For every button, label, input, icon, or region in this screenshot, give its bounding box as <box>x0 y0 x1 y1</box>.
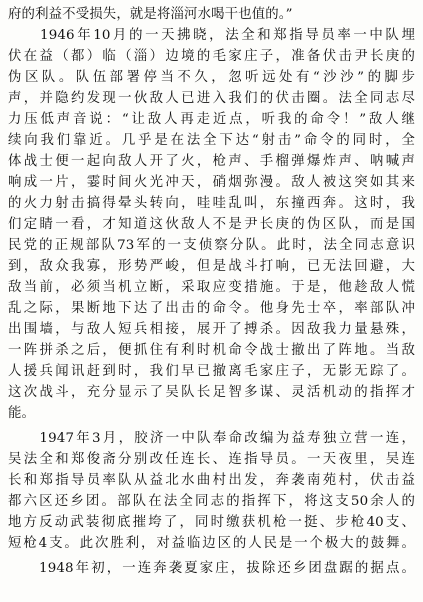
text-line: 地方反动武装彻底摧垮了，同时缴获机枪一挺、步枪40支、 <box>8 515 415 530</box>
text-line: 一阵拼杀之后，便抓住有利时机命令战士撤出了阵地。当敌 <box>8 343 415 358</box>
text-line: 伏在益（都）临（淄）边境的毛家庄子，准备伏击尹长庚的 <box>8 49 415 64</box>
text-line: 1947年3月，胶济一中队奉命改编为益寿独立营一连， <box>8 431 415 446</box>
text-line: 敌当前，必须当机立断，采取应变措施。于是，他趁敌人慌 <box>8 280 415 295</box>
text-line: 响成一片，霎时间火光冲天，硝烟弥漫。敌人被这突如其来 <box>8 175 415 190</box>
text-line: 续向我们靠近。几乎是在法全下达“射击”命令的同时，全 <box>8 133 415 148</box>
text-line: 力压低声音说：“让敌人再走近点，听我的命令！”敌人继 <box>8 112 415 127</box>
text-line: 体战士便一起向敌人开了火，枪声、手榴弹爆炸声、呐喊声 <box>8 154 415 169</box>
text-line: 的火力射击搞得晕头转向，哇哇乱叫，东撞西奔。这时，我 <box>8 196 415 211</box>
text-line: 1948年初，一连奔袭夏家庄，拔除还乡团盘踞的据点。 <box>8 561 415 576</box>
text-line: 府的利益不受损失，就是将淄河水喝干也值的。” <box>8 7 293 22</box>
text-line: 1946年10月的一天拂晓，法全和郑指导员率一中队埋 <box>8 28 415 43</box>
text-line: 乱之际，果断地下达了出击的命令。他身先士卒，率部队冲 <box>8 301 415 316</box>
text-line: 都六区还乡团。部队在法全同志的指挥下，将这支50余人的 <box>8 494 415 509</box>
body-text <box>8 4 415 579</box>
text-line: 民党的正规部队73军的一支侦察分队。此时，法全同志意识 <box>8 238 415 253</box>
text-line: 短枪4支。此次胜利，对益临边区的人民是一个极大的鼓舞。 <box>8 536 415 551</box>
text-line: 伪区队。队伍部署停当不久，忽听远处有“沙沙”的脚步 <box>8 70 415 85</box>
text-line: 人援兵闻讯赶到时，我们早已撤离毛家庄子，无影无踪了。 <box>8 364 415 379</box>
text-line: 声，并隐约发现一伙敌人已进入我们的伏击圈。法全同志尽 <box>8 91 415 106</box>
text-line: 出围墙，与敌人短兵相接，展开了搏杀。因敌我力量悬殊， <box>8 322 415 337</box>
text-line: 能。 <box>8 406 36 421</box>
text-line: 长和郑指导员率队从益北水曲村出发，奔袭南苑村，伏击益 <box>8 473 415 488</box>
text-line: 这次战斗，充分显示了吴队长足智多谋、灵活机动的指挥才 <box>8 385 415 400</box>
text-line: 们定睛一看，才知道这伙敌人不是尹长庚的伪区队，而是国 <box>8 217 415 232</box>
text-line: 吴法全和郑俊斋分别改任连长、连指导员。一天夜里，吴连 <box>8 452 415 467</box>
text-line: 到，敌众我寡，形势严峻，但是战斗打响，已无法回避，大 <box>8 259 415 274</box>
